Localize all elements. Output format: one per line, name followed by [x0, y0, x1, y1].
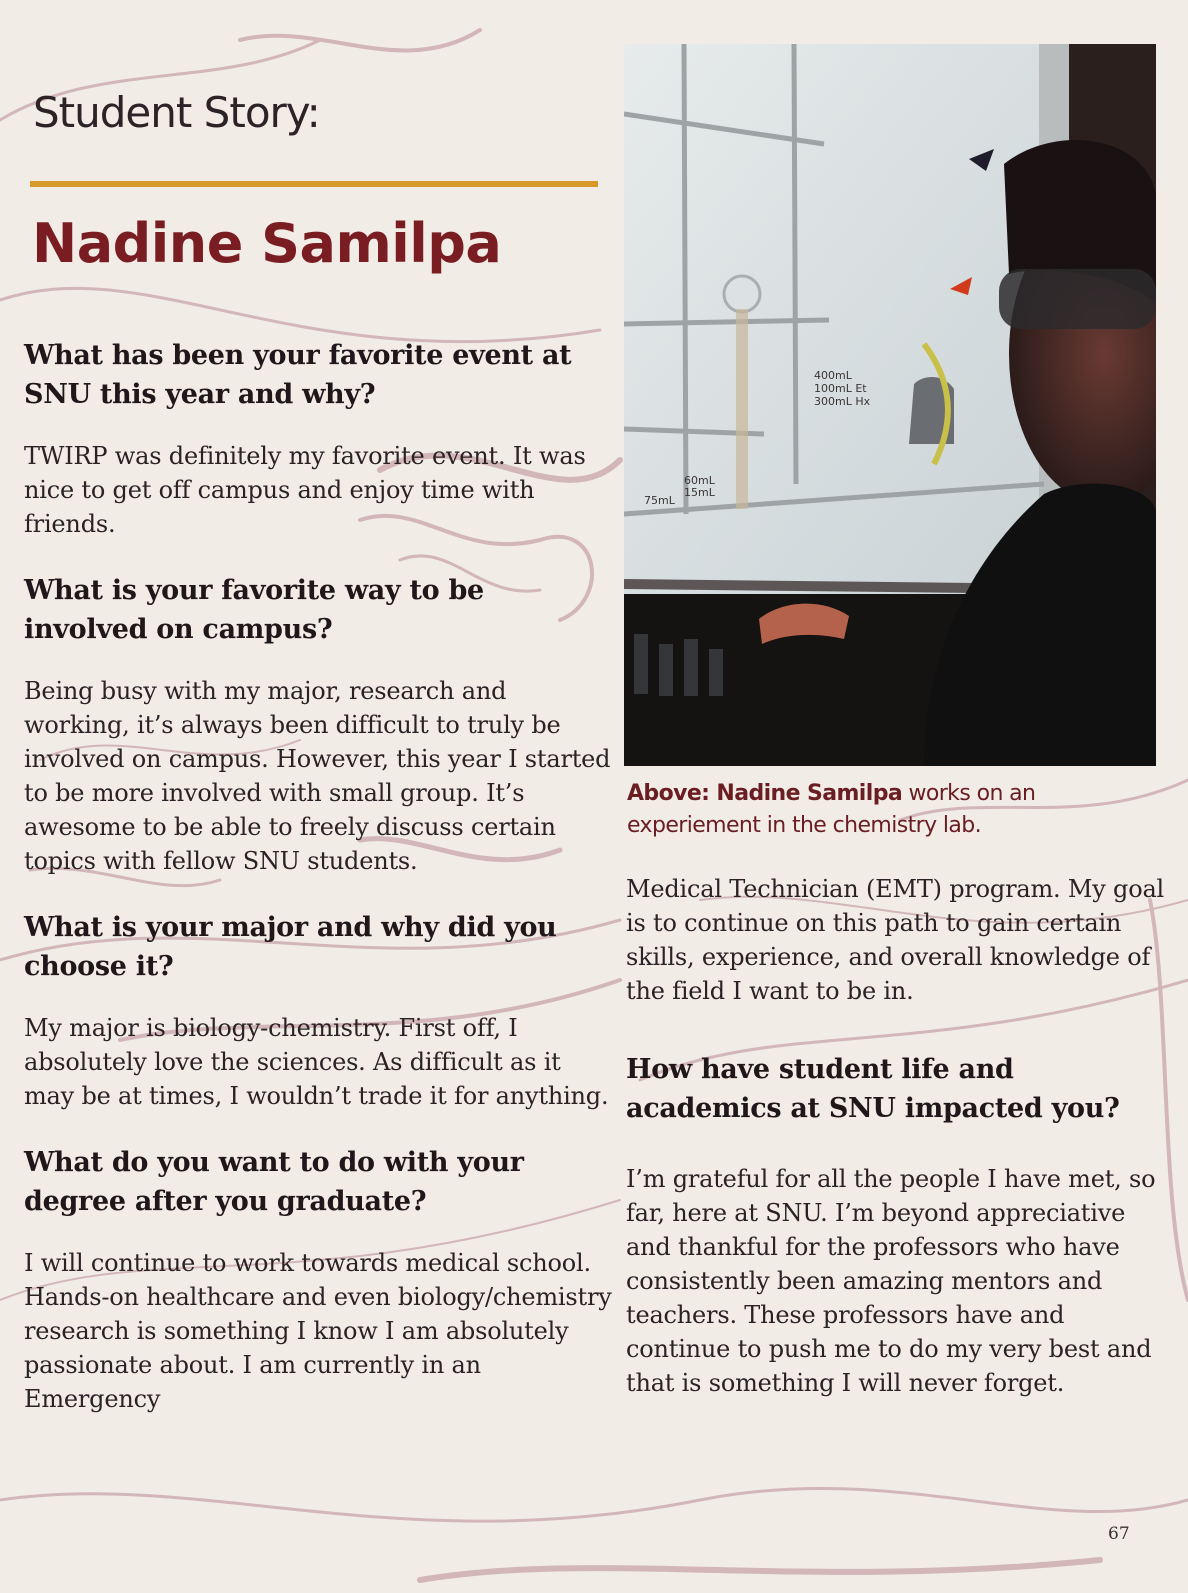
lab-photo-illustration [624, 44, 1156, 766]
caption-lead: Above: Nadine Samilpa [627, 781, 903, 806]
photo-caption [627, 778, 1147, 842]
question-major: What is your major and why did you choose it? [24, 912, 557, 982]
title-divider [30, 181, 598, 187]
answer-after-graduation-continued: Medical Technician (EMT) program. My goal is to continue on this path to gain certain skills, experience, and overall knowledge of the field I want to be in. [626, 875, 1165, 1005]
answer-favorite-event: TWIRP was definitely my favorite event. It was nice to get off campus and enjoy time with friends. [24, 442, 586, 538]
board-note-2: 100mL Et [814, 382, 867, 395]
right-column [626, 872, 1166, 1400]
answer-snu-impact: I’m grateful for all the people I have met, so far, here at SNU. I’m beyond appreciative and thankful for the professors who have consistently been amazing mentors and teachers. These professors have and continue to push me to do my very best and that is something I will never forget. [626, 1165, 1156, 1397]
question-favorite-event: What has been your favorite event at SNU this year and why? [24, 340, 572, 410]
answer-after-graduation: I will continue to work towards medical school. Hands-on healthcare and even biology/chemistry research is something I know I am absolutely passionate about. I am currently in an Emergency [24, 1249, 612, 1413]
question-snu-impact: How have student life and academics at SNU impacted you? [626, 1054, 1120, 1124]
board-note-3: 300mL Hx [814, 395, 871, 408]
board-note-1: 400mL [814, 369, 852, 382]
question-after-graduation: What do you want to do with your degree after you graduate? [24, 1147, 524, 1217]
student-name-title: Nadine Samilpa [32, 212, 502, 275]
answer-major: My major is biology-chemistry. First off, I absolutely love the sciences. As difficult as it may be at times, I wouldn’t trade it for anything. [24, 1014, 609, 1110]
lab-photo [624, 44, 1156, 766]
flask-note-3: 15mL [684, 486, 715, 499]
flask-note-2: 60mL [684, 474, 715, 487]
page-number: 67 [1108, 1524, 1130, 1544]
caption-text: works on an experiement in the chemistry lab. [627, 781, 1036, 838]
story-kicker: Student Story: [33, 88, 320, 137]
left-column [24, 336, 614, 1416]
answer-campus-involvement: Being busy with my major, research and working, it’s always been difficult to truly be involved on campus. However, this year I started to be more involved with small group. It’s awesome to be able to freely discuss certain topics with fellow SNU students. [24, 677, 611, 875]
flask-note-1: 75mL [644, 494, 675, 507]
question-campus-involvement: What is your favorite way to be involved on campus? [24, 575, 484, 645]
